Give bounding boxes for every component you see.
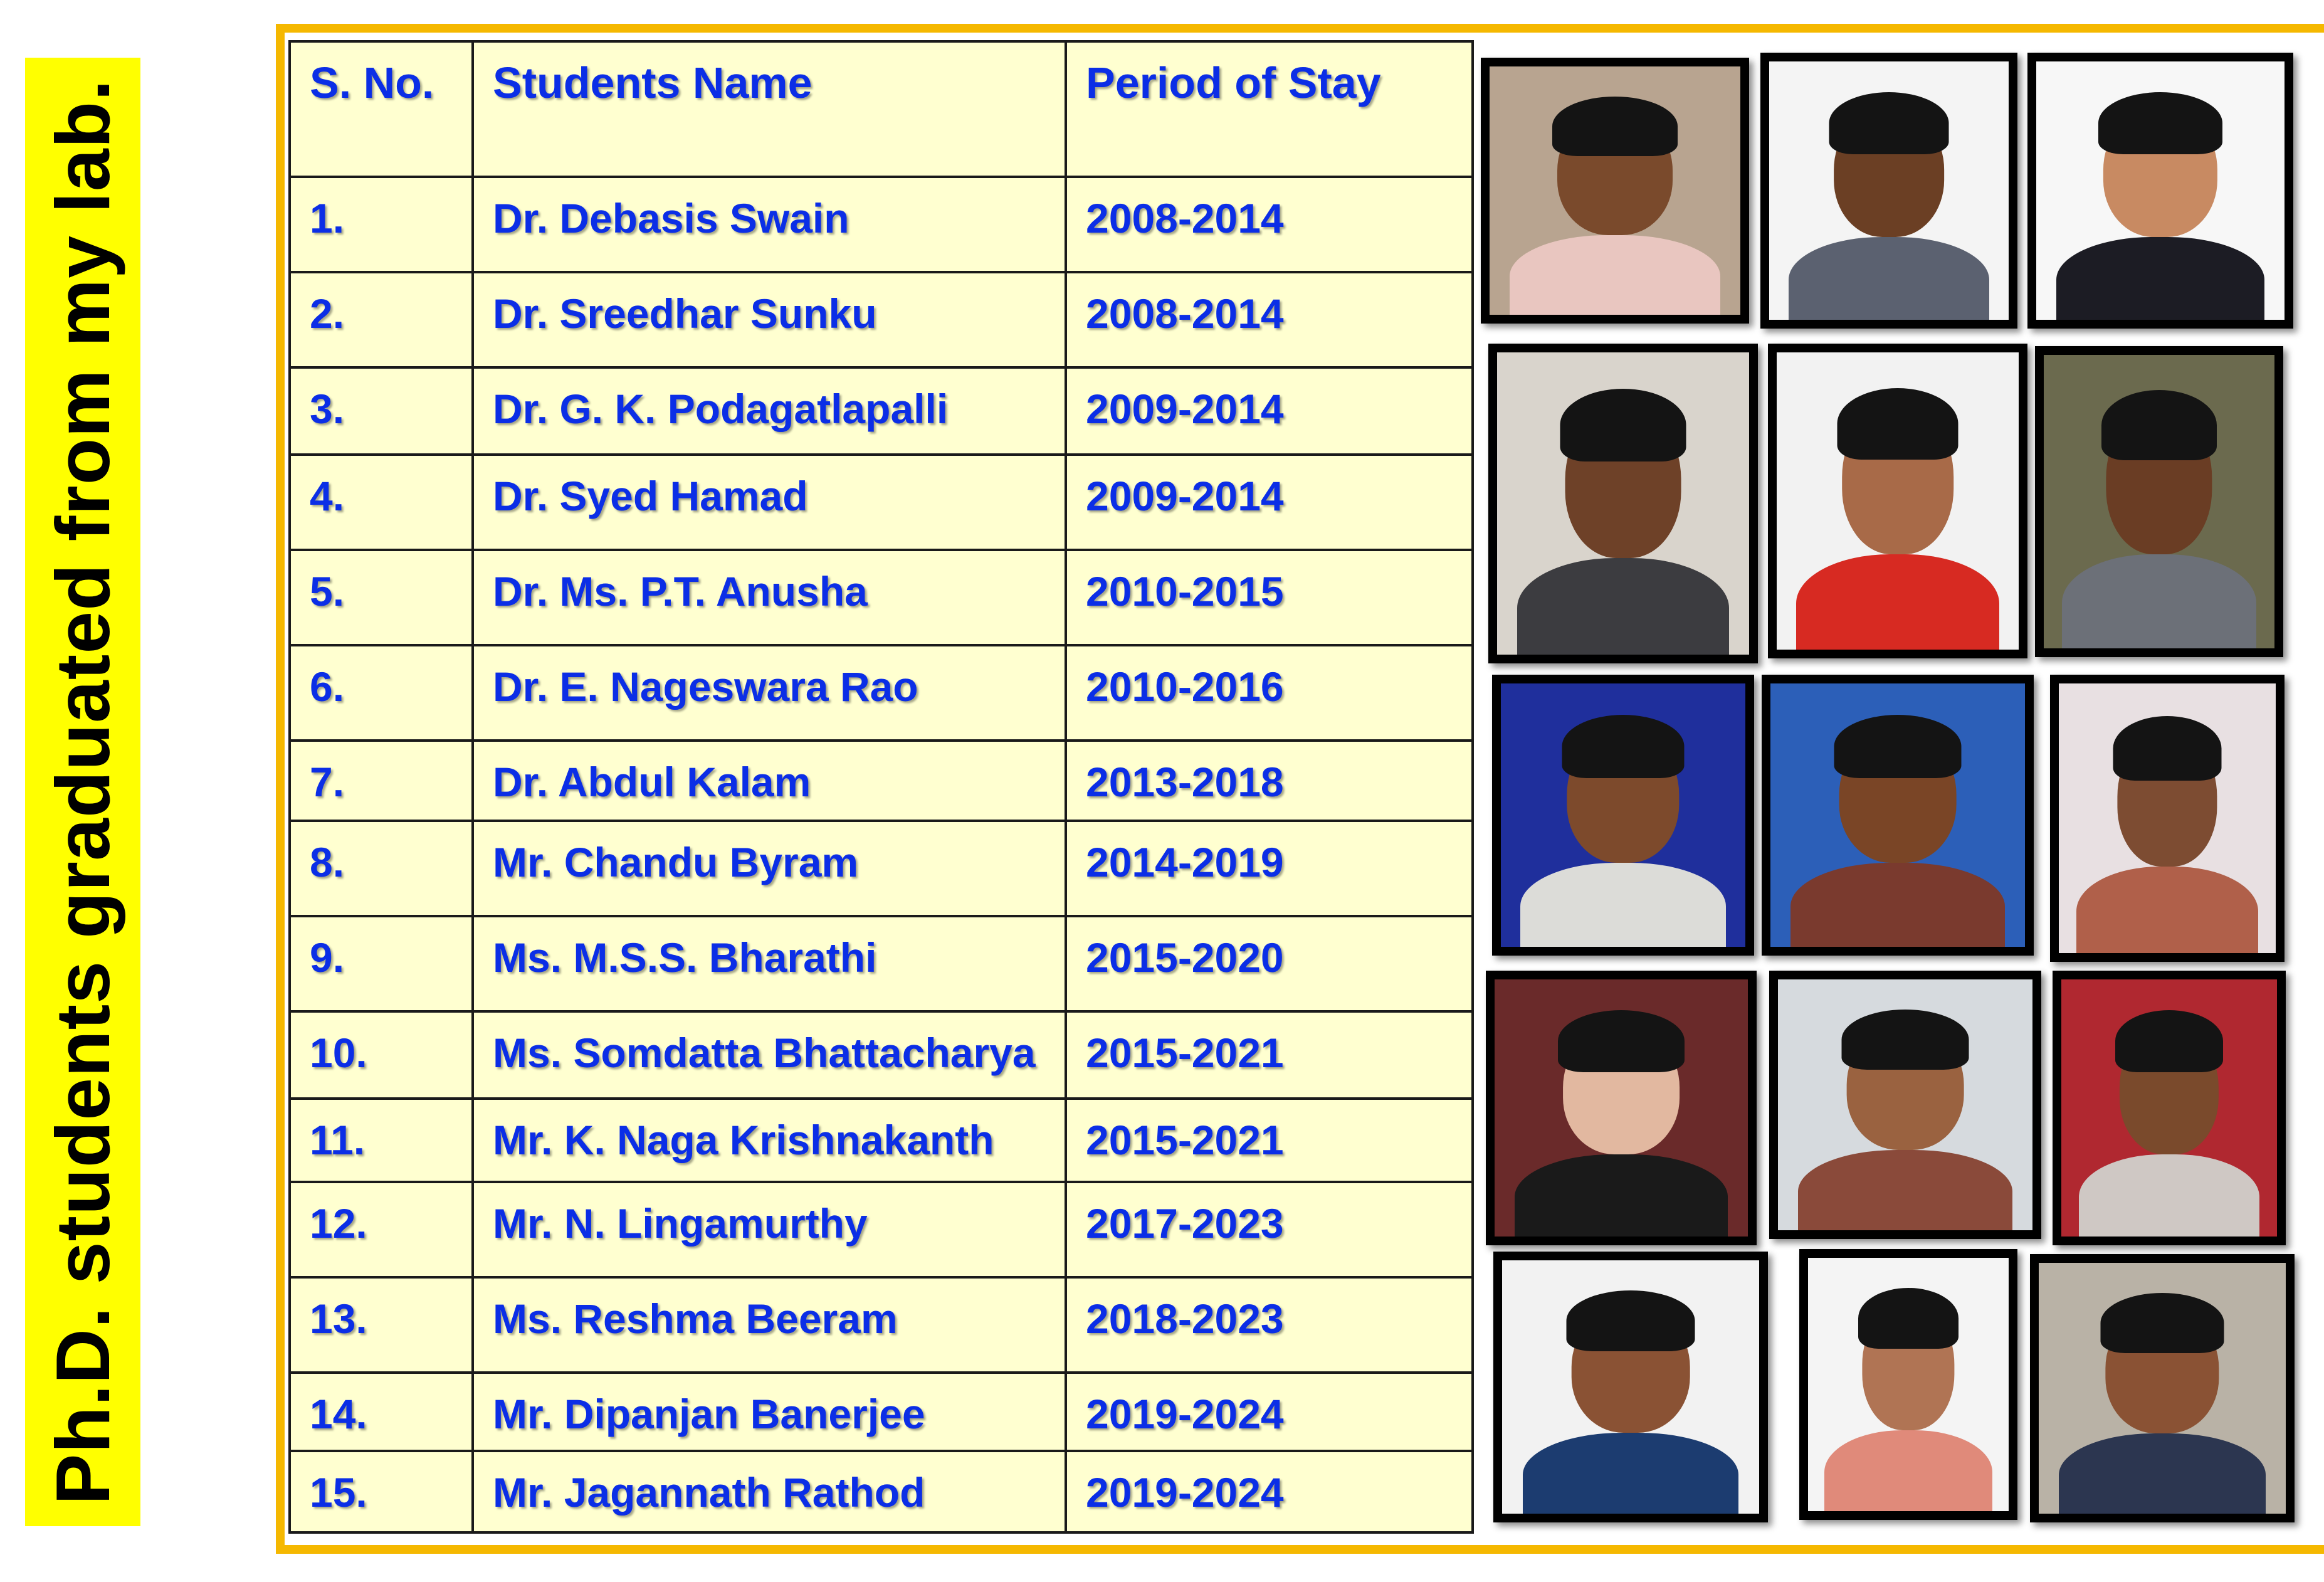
cell-name: Mr. Chandu Byram [473,821,1066,916]
header-period: Period of Stay [1066,41,1473,177]
student-photo [2053,971,2286,1245]
cell-sno: 12. [290,1182,473,1277]
cell-sno: 5. [290,550,473,645]
table-row [290,1451,1473,1532]
cell-name: Mr. Dipanjan Banerjee [473,1373,1066,1451]
cell-name: Dr. Debasis Swain [473,177,1066,272]
student-photo [1492,675,1754,956]
student-photo [2030,1254,2295,1522]
table-row [290,1099,1473,1182]
cell-name: Ms. Reshma Beeram [473,1277,1066,1373]
cell-name: Dr. Abdul Kalam [473,741,1066,821]
table-row [290,272,1473,367]
cell-name: Dr. E. Nageswara Rao [473,645,1066,741]
cell-sno: 11. [290,1099,473,1182]
student-photo [1760,53,2017,329]
student-photo [1493,1252,1768,1522]
header-sno: S. No. [290,41,473,177]
cell-name: Mr. Jagannath Rathod [473,1451,1066,1532]
student-photo [2035,346,2283,657]
photo-hair [1838,388,1959,460]
photo-hair [1858,1288,1959,1349]
table-row [290,1011,1473,1099]
photo-hair [2101,1293,2224,1353]
cell-period: 2019-2024 [1066,1373,1473,1451]
photo-torso [2076,867,2259,962]
photo-hair [1567,1290,1695,1351]
cell-period: 2015-2020 [1066,916,1473,1011]
cell-name: Dr. Ms. P.T. Anusha [473,550,1066,645]
cell-sno: 6. [290,645,473,741]
photo-hair [1834,715,1962,778]
cell-name: Mr. N. Lingamurthy [473,1182,1066,1277]
photo-hair [1562,715,1685,778]
photo-torso [2062,554,2256,657]
cell-period: 2014-2019 [1066,821,1473,916]
cell-sno: 15. [290,1451,473,1532]
header-name: Students Name [473,41,1066,177]
photo-torso [1789,237,1990,329]
photo-torso [2079,1154,2260,1245]
student-photo [1769,971,2041,1239]
table-row [290,1373,1473,1451]
student-photo [1488,344,1758,663]
photo-hair [1552,97,1678,156]
photo-hair [1829,92,1949,154]
student-photo [1768,344,2027,658]
photo-torso [1796,554,1999,658]
photo-hair [2101,390,2217,460]
cell-sno: 2. [290,272,473,367]
photo-torso [2056,237,2265,329]
photo-torso [1798,1150,2012,1239]
table-row [290,455,1473,550]
photo-torso [1520,863,1726,956]
cell-sno: 13. [290,1277,473,1373]
photo-hair [2115,1010,2223,1072]
photo-hair [2098,92,2222,154]
student-photo [1762,675,2034,956]
cell-period: 2010-2016 [1066,645,1473,741]
student-photo [1481,58,1749,324]
cell-period: 2009-2014 [1066,455,1473,550]
table-row [290,645,1473,741]
photo-hair [1560,389,1686,461]
cell-sno: 9. [290,916,473,1011]
cell-period: 2008-2014 [1066,272,1473,367]
table-row [290,821,1473,916]
photo-torso [1790,863,2004,956]
table-row [290,550,1473,645]
student-photo [2050,675,2285,962]
cell-name: Dr. Syed Hamad [473,455,1066,550]
photo-torso [1510,235,1720,324]
table-row [290,916,1473,1011]
table-row [290,177,1473,272]
cell-sno: 7. [290,741,473,821]
table-row [290,1182,1473,1277]
photo-torso [2059,1433,2266,1522]
cell-period: 2009-2014 [1066,367,1473,455]
cell-period: 2019-2024 [1066,1451,1473,1532]
student-photo [1799,1249,2017,1520]
cell-name: Dr. Sreedhar Sunku [473,272,1066,367]
photo-torso [1515,1154,1727,1245]
cell-sno: 8. [290,821,473,916]
cell-period: 2018-2023 [1066,1277,1473,1373]
cell-sno: 14. [290,1373,473,1451]
photo-hair [1842,1010,1969,1070]
cell-name: Ms. M.S.S. Bharathi [473,916,1066,1011]
cell-period: 2010-2015 [1066,550,1473,645]
cell-period: 2015-2021 [1066,1099,1473,1182]
cell-period: 2015-2021 [1066,1011,1473,1099]
cell-name: Ms. Somdatta Bhattacharya [473,1011,1066,1099]
student-photo [1486,971,1757,1245]
students-table [288,40,1474,1534]
student-photo [2027,53,2293,329]
side-title: Ph.D. students graduated from my lab. [40,79,125,1505]
cell-sno: 4. [290,455,473,550]
cell-period: 2017-2023 [1066,1182,1473,1277]
table-row [290,741,1473,821]
cell-sno: 1. [290,177,473,272]
table-header-row [290,41,1473,177]
cell-name: Dr. G. K. Podagatlapalli [473,367,1066,455]
photo-torso [1523,1433,1738,1522]
side-title-banner [25,58,140,1526]
photo-hair [1558,1010,1685,1072]
table-row [290,1277,1473,1373]
photo-torso [1517,558,1729,663]
photo-torso [1824,1430,1993,1520]
cell-period: 2013-2018 [1066,741,1473,821]
photo-hair [2113,716,2222,781]
cell-sno: 3. [290,367,473,455]
cell-name: Mr. K. Naga Krishnakanth [473,1099,1066,1182]
cell-period: 2008-2014 [1066,177,1473,272]
cell-sno: 10. [290,1011,473,1099]
table-row [290,367,1473,455]
